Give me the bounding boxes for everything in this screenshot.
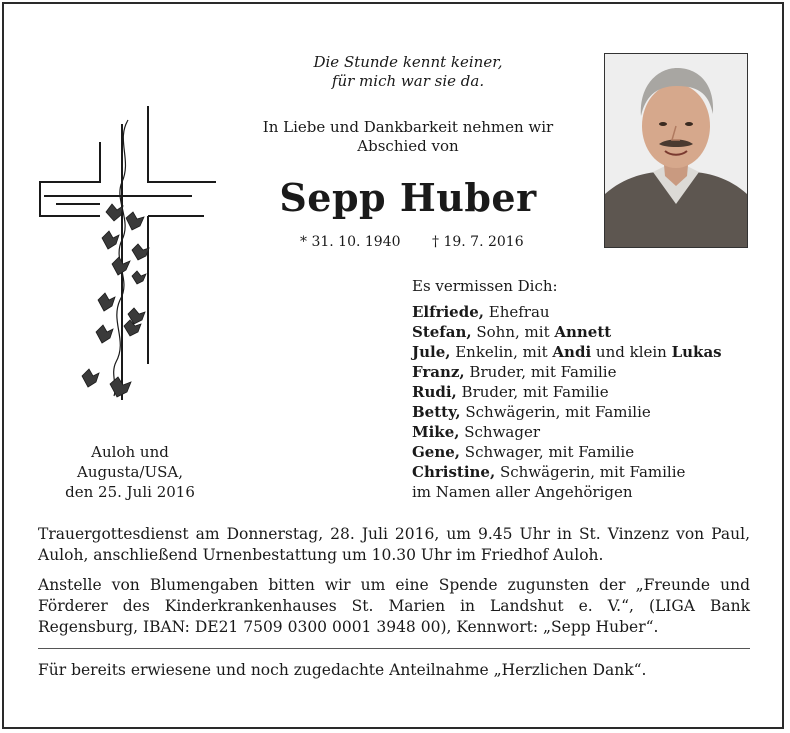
birth-date: * 31. 10. 1940 (300, 234, 401, 250)
list-item: im Namen aller Angehörigen (412, 483, 633, 501)
list-item: Mike, Schwager (412, 423, 541, 441)
mourners-title: Es vermissen Dich: (412, 277, 558, 295)
mourners-list (412, 302, 722, 502)
divider (38, 648, 750, 649)
place-line: Auloh und (91, 443, 169, 461)
list-item: Christine, Schwägerin, mit Familie (412, 463, 686, 481)
intro-line: In Liebe und Dankbarkeit nehmen wir (262, 118, 554, 136)
intro-text (230, 118, 586, 156)
intro-line: Abschied von (357, 137, 459, 155)
list-item: Jule, Enkelin, mit Andi und klein Lukas (412, 343, 722, 361)
service-info: Trauergottesdienst am Donnerstag, 28. Juli 2016, um 9.45 Uhr in St. Vinzenz von Paul, Auloh, anschließend Urnenbestattung um 10.30 Uhr im Friedhof Auloh. (38, 525, 750, 564)
list-item: Franz, Bruder, mit Familie (412, 363, 617, 381)
portrait-photo (604, 53, 748, 248)
list-item: Elfriede, Ehefrau (412, 303, 550, 321)
thanks-note: Für bereits erwiesene und noch zugedachte Anteilnahme „Herzlichen Dank“. (38, 661, 647, 679)
list-item: Gene, Schwager, mit Familie (412, 443, 635, 461)
portrait-photo-icon (605, 54, 747, 247)
cross-with-ivy-icon (36, 100, 226, 410)
motto-line: Die Stunde kennt keiner, (313, 53, 503, 71)
death-date: † 19. 7. 2016 (432, 234, 524, 250)
motto-line: für mich war sie da. (331, 72, 485, 90)
list-item: Betty, Schwägerin, mit Familie (412, 403, 651, 421)
list-item: Stefan, Sohn, mit Annett (412, 323, 612, 341)
place-line: Augusta/USA, (77, 463, 183, 481)
list-item: Rudi, Bruder, mit Familie (412, 383, 609, 401)
deceased-name: Sepp Huber (279, 175, 537, 220)
donation-info: Anstelle von Blumengaben bitten wir um eine Spende zugunsten der „Freunde und Förderer des Kinderkrankenhauses St. Marien in Landshut e. V.“, (LIGA Bank Regensburg, IBAN: DE21 7509 0300 0001 3948 00), Kennwort: „Sepp Huber“. (38, 576, 750, 636)
date-line: den 25. Juli 2016 (65, 483, 195, 501)
motto (230, 53, 586, 91)
place-and-date (40, 442, 220, 502)
